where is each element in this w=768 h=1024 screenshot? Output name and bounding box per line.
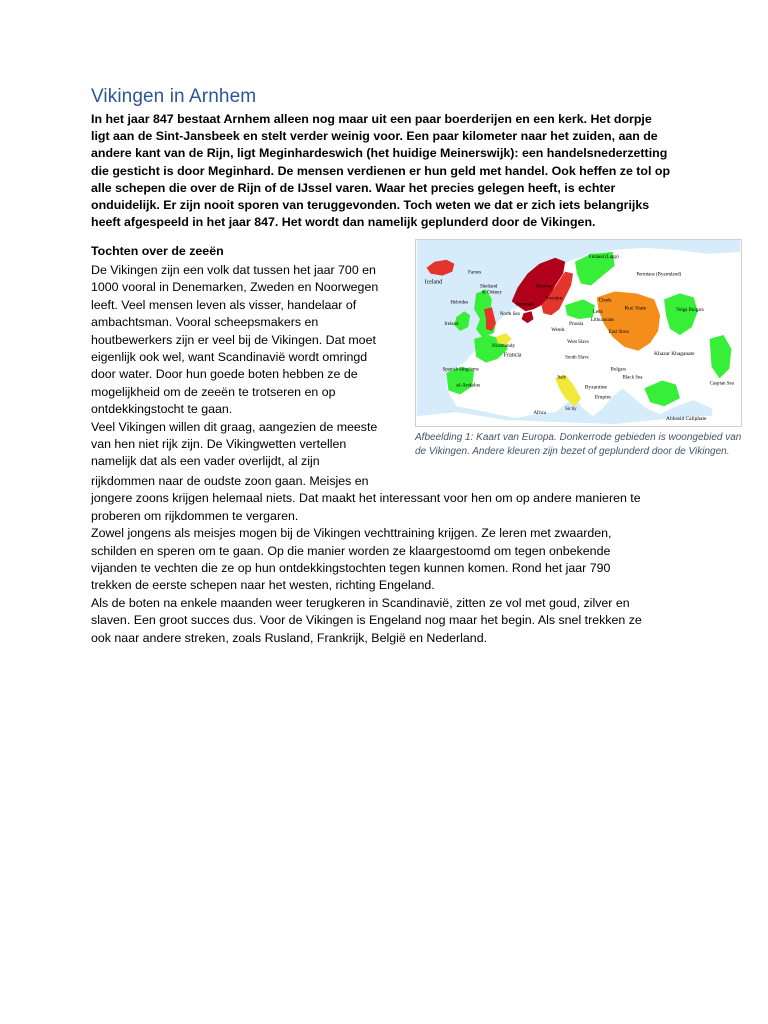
map-label-hebrides: Hebrides [450, 300, 469, 306]
map-label-north-sea: North Sea [499, 312, 520, 318]
map-label-volga-bulgars: Volga Bulgars [675, 308, 704, 314]
body-line: trekken de eerste schepen naar het westen, richting Engeland. [91, 578, 435, 593]
map-label-letts: Letts [592, 310, 603, 316]
body-line: leeft. Veel mensen leven als visser, handelaar of [91, 297, 357, 312]
map-label-italy: Italy [557, 375, 567, 381]
map-label-ireland: Ireland [444, 322, 459, 328]
map-label-finland: Finland (Lapp) [588, 254, 619, 260]
map-label-iceland: Iceland [424, 279, 443, 286]
body-line: Veel Vikingen willen dit graag, aangezien de meeste [91, 419, 378, 434]
map-label-black-sea: Black Sea [622, 375, 643, 381]
body-line: van hen niet rijk zijn. De Vikingwetten vertellen [91, 437, 347, 452]
map-label-empire: Empire [594, 394, 611, 401]
body-line: proberen om rijkdommen te vergaren. [91, 508, 299, 523]
map-label-byzantine: Byzantine [584, 384, 607, 391]
section-heading: Tochten over de zeeën [91, 244, 224, 258]
body-column-text [91, 262, 396, 471]
intro-line: alle schepen die over de Rijn of de IJssel varen. Waar het precies gelegen heeft, is echter [91, 180, 616, 195]
body-line: ook naar andere streken, zoals Rusland, Frankrijk, België en Nederland. [91, 630, 488, 645]
map-label-lithuanians: Lithuanians [590, 318, 615, 324]
map-label-denmark: Denmark [515, 302, 535, 308]
map-label-sicily: Sicily [565, 407, 577, 413]
intro-line: heeft afgespeeld in het jaar 847. Het wordt dan namelijk geplunderd door de Vikingen. [91, 215, 596, 230]
body-full-text [91, 473, 681, 647]
map-label-khazar: Khazar Khaganate [654, 350, 695, 357]
intro-line: andere kant van de Rijn, ligt Meginhardeswich (het huidige Meinerswijk): een handelsnederzetting [91, 146, 668, 161]
body-line: eigenlijk ook wel, want Scandinavië wordt omringd [91, 350, 368, 365]
map-label-chuds: Chuds [598, 298, 612, 304]
body-line: door water. Door hun goede boten hebben ze de [91, 367, 358, 382]
body-line: vijanden te vechten die ze op hun ontdekkingstochten tegen kunnen komen. Rond het jaar 790 [91, 561, 611, 576]
intro-line: die gesticht is door Meginhard. De mensen verdienen er hun geld met handel. Ook heffen ze tol op [91, 163, 671, 178]
map-label-spanish-kingdoms: Spanish kingdoms [442, 367, 479, 373]
map-label-faroes: Faroes [468, 270, 482, 276]
body-line: De Vikingen zijn een volk dat tussen het jaar 700 en [91, 263, 376, 277]
map-label-prussia: Prussia [569, 322, 584, 328]
body-line: houtbewerkers zijn er veel bij de Vikingen. Dat moet [91, 332, 376, 347]
europe-viking-map [415, 239, 742, 427]
map-figure [415, 239, 742, 458]
body-line: schilden en speren om te gaan. Op die manier worden ze klaargestoomd om tegen onbekende [91, 543, 611, 558]
intro-line: onduidelijk. Er zijn nooit sporen van teruggevonden. Toch weten we dat er zich iets belangrijks [91, 198, 650, 213]
map-label-wends: Wends [551, 328, 565, 334]
figure-caption: Afbeelding 1: Kaart van Europa. Donkerrode gebieden is woongebied van de Vikingen. Andere kleuren zijn bezet of geplunderd door de Vikingen. [415, 432, 742, 457]
map-label-normandy: Normandy [491, 342, 516, 349]
map-label-al-andalus: al-Andalus [456, 382, 481, 389]
map-label-africa: Africa [533, 411, 547, 417]
body-line: rijkdommen naar de oudste zoon gaan. Meisjes en [91, 474, 369, 488]
map-label-south-slavs: South Slavs [565, 355, 589, 361]
map-label-permians: Permians (Byarmland) [636, 272, 682, 278]
body-line: jongere zoons krijgen helemaal niets. Dat maakt het interessant voor hen om op andere manieren te [91, 491, 641, 506]
map-label-west-slavs: West Slavs [567, 339, 589, 345]
map-label-east-slavs: East Slavs [608, 330, 630, 335]
map-label-sweden: Sweden [545, 295, 563, 302]
body-line: Zowel jongens als meisjes mogen bij de Vikingen vechttraining krijgen. Ze leren met zwaarden, [91, 526, 612, 541]
intro-line: In het jaar 847 bestaat Arnhem alleen nog maar uit een paar boerderijen en een kerk. Het dorpje [91, 112, 652, 126]
map-label-francia: Francia [503, 352, 522, 359]
map-label-bulgars: Bulgars [610, 367, 627, 373]
map-label-shetland: Shetland [480, 284, 498, 290]
intro-paragraph [91, 111, 681, 231]
body-line: Als de boten na enkele maanden weer terugkeren in Scandinavië, zitten ze vol met goud, zilver en [91, 595, 630, 610]
body-line: slaven. Een groot succes dus. Voor de Vikingen is Engeland nog maar het begin. Als snel trekken ze [91, 613, 642, 628]
map-label-caspian: Caspian Sea [709, 381, 734, 387]
map-label-orkney: & Orkney [482, 290, 502, 296]
map-label-norway: Norway [535, 283, 553, 290]
body-line: namelijk dat als een vader overlijdt, al zijn [91, 454, 320, 469]
map-label-abbasid: Abbasid Caliphate [666, 416, 707, 423]
map-label-rus-state: Rus' State [624, 305, 647, 312]
intro-line: ligt aan de Sint-Jansbeek en stelt verder weinig voor. Een paar kilometer naar het zuiden, aan de [91, 129, 658, 144]
body-line: ambachtsman. Vooral scheepsmakers en [91, 315, 319, 330]
body-line: 1000 vooral in Denemarken, Zweden en Noorwegen [91, 280, 379, 295]
body-line: mogelijkheid om de zeeën te trotseren en op [91, 384, 336, 399]
body-line: ontdekkingstocht te gaan. [91, 402, 233, 417]
page-title: Vikingen in Arnhem [91, 86, 257, 107]
